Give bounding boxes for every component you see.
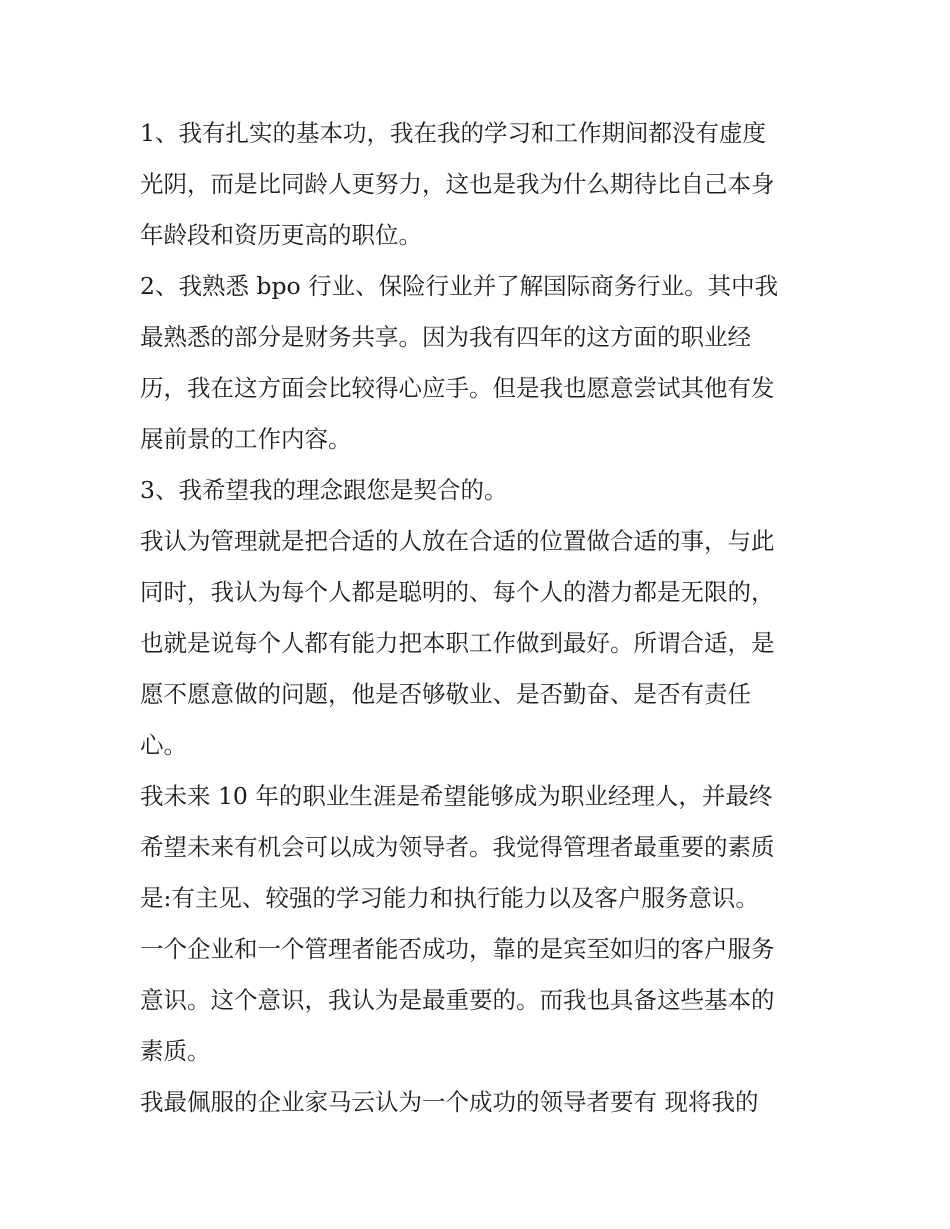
text-line: 一个企业和一个管理者能否成功，靠的是宾至如归的客户服务	[140, 935, 775, 963]
document-body	[140, 108, 820, 1128]
text-line: 希望未来有机会可以成为领导者。我觉得管理者最重要的素质	[140, 833, 775, 861]
text-line: 展前景的工作内容。	[140, 425, 352, 453]
text-line: 同时，我认为每个人都是聪明的、每个人的潜力都是无限的，	[140, 578, 775, 606]
text-line: 也就是说每个人都有能力把本职工作做到最好。所谓合适，是	[140, 629, 775, 657]
text-line: 我未来 10 年的职业生涯是希望能够成为职业经理人，并最终	[140, 782, 773, 810]
text-line: 愿不愿意做的问题，他是否够敬业、是否勤奋、是否有责任	[140, 680, 751, 708]
text-line: 意识。这个意识，我认为是最重要的。而我也具备这些基本的	[140, 986, 775, 1014]
text-line: 1、我有扎实的基本功，我在我的学习和工作期间都没有虚度	[140, 119, 766, 147]
text-line: 2、我熟悉 bpo 行业、保险行业并了解国际商务行业。其中我	[140, 272, 779, 300]
text-line: 是:有主见、较强的学习能力和执行能力以及客户服务意识。	[140, 884, 759, 912]
text-line: 我认为管理就是把合适的人放在合适的位置做合适的事，与此	[140, 527, 775, 555]
text-line: 心。	[140, 731, 187, 759]
text-line: 年龄段和资历更高的职位。	[140, 221, 422, 249]
text-line: 3、我希望我的理念跟您是契合的。	[140, 476, 508, 504]
text-line: 最熟悉的部分是财务共享。因为我有四年的这方面的职业经	[140, 323, 751, 351]
text-line: 光阴，而是比同龄人更努力，这也是我为什么期待比自己本身	[140, 170, 775, 198]
text-line: 我最佩服的企业家马云认为一个成功的领导者要有 现将我的	[140, 1088, 759, 1116]
text-line: 历，我在这方面会比较得心应手。但是我也愿意尝试其他有发	[140, 374, 775, 402]
text-line: 素质。	[140, 1037, 211, 1065]
